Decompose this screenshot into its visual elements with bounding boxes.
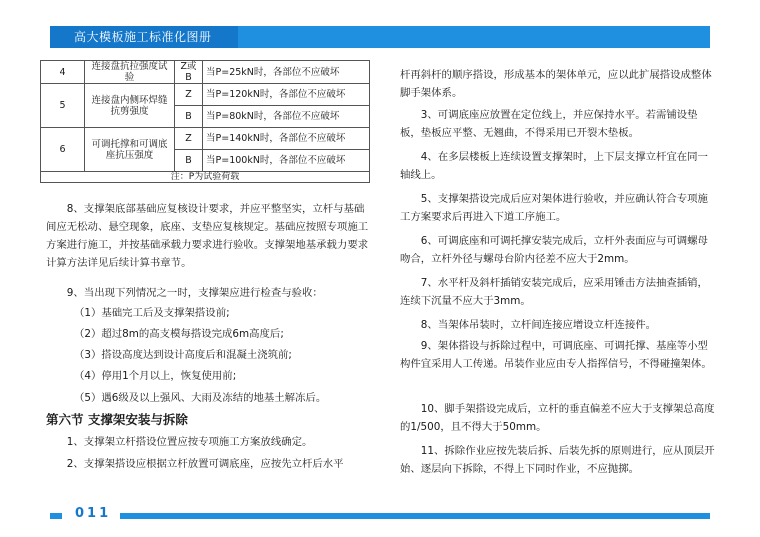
inspection-item: （4）停用1个月以上，恢复使用前; (74, 370, 237, 382)
load-direction: Z或B (175, 61, 203, 84)
right-paragraph-6: 6、可调底座和可调托撑安装完成后，立杆外表面应与可调螺母吻合，立杆外径与螺母台阶内径差不应大于2mm。 (400, 235, 708, 265)
table-row (41, 84, 370, 106)
test-requirement: 当P=140kN时，各部位不应破坏 (203, 128, 370, 150)
test-name: 连接盘内侧环焊缝抗剪强度 (85, 84, 175, 128)
row-index: 6 (41, 128, 85, 172)
right-paragraph-8: 8、当架体吊装时，立杆间连接应增设立杆连接件。 (420, 319, 656, 331)
table-row (41, 128, 370, 150)
left-paragraph-s2: 2、支撑架搭设应根据立杆放置可调底座，应按先立杆后水平 (66, 458, 344, 470)
left-paragraph-s1: 1、支撑架立杆搭设位置应按专项施工方案放线确定。 (66, 436, 313, 448)
test-requirement: 当P=80kN时，各部位不应破坏 (203, 106, 370, 128)
table-row (41, 61, 370, 84)
test-name: 连接盘抗拉强度试验 (85, 61, 175, 84)
load-direction: Z (175, 128, 203, 150)
row-index: 5 (41, 84, 85, 128)
load-direction: Z (175, 84, 203, 106)
table-note-row (41, 172, 370, 183)
test-spec-table (40, 60, 370, 183)
right-paragraph-11: 11、拆除作业应按先装后拆、后装先拆的原则进行，应从顶层开始、逐层向下拆除，不得上下同时作业，不应抛掷。 (400, 445, 715, 475)
inspection-item: （1）基础完工后及支撑架搭设前; (74, 307, 230, 319)
test-requirement: 当P=100kN时，各部位不应破坏 (203, 150, 370, 172)
right-paragraph-9: 9、架体搭设与拆除过程中，可调底座、可调托撑、基座等小型构件宜采用人工传递。吊装作业应由专人指挥信号，不得碰撞架体。 (400, 340, 712, 370)
page-number: 011 (75, 506, 112, 521)
table-note: 注：P为试验荷载 (41, 172, 370, 183)
test-requirement: 当P=120kN时，各部位不应破坏 (203, 84, 370, 106)
section-title: 第六节 支撑架安装与拆除 (46, 412, 188, 427)
load-direction: B (175, 150, 203, 172)
right-paragraph-7: 7、水平杆及斜杆插销安装完成后，应采用锤击方法抽查插销，连续下沉量不应大于3mm。 (400, 277, 708, 307)
row-index: 4 (41, 61, 85, 84)
inspection-item: （5）遇6级及以上强风、大雨及冻结的地基土解冻后。 (74, 392, 327, 404)
right-paragraph-5: 5、支撑架搭设完成后应对架体进行验收，并应确认符合专项施工方案要求后再进入下道工序施工。 (400, 193, 708, 223)
inspection-item: （3）搭设高度达到设计高度后和混凝土浇筑前; (74, 349, 292, 361)
test-requirement: 当P=25kN时，各部位不应破坏 (203, 61, 370, 84)
load-direction: B (175, 106, 203, 128)
right-paragraph-3: 3、可调底座应放置在定位线上，并应保持水平。若需铺设垫板，垫板应平整、无翘曲，不得采用已开裂木垫板。 (400, 109, 698, 139)
left-paragraph-9: 9、当出现下列情况之一时，支撑架应进行检查与验收： (66, 287, 323, 299)
right-paragraph-10: 10、脚手架搭设完成后，立杆的垂直偏差不应大于支撑架总高度的1/500，且不得大于50mm。 (400, 403, 715, 433)
left-paragraph-8: 8、支撑架底部基础应复核设计要求，并应平整坚实，立杆与基础间应无松动、悬空现象，底座、支垫应复核规定。基础应按照专项施工方案进行施工，并按基础承载力要求进行验收。支撑架地基承载力要求计算方法详见后续计算书章节。 (46, 203, 369, 269)
right-paragraph-4: 4、在多层楼板上连续设置支撑架时，上下层支撑立杆宜在同一轴线上。 (400, 151, 708, 181)
footer-bar (120, 513, 710, 519)
right-paragraph-continued: 杆再斜杆的顺序搭设，形成基本的架体单元，应以此扩展搭设成整体脚手架体系。 (400, 69, 712, 99)
test-name: 可调托撑和可调底座抗压强度 (85, 128, 175, 172)
inspection-item: （2）超过8m的高支模每搭设完成6m高度后; (74, 328, 284, 340)
footer-marker (50, 513, 62, 519)
document-title: 高大模板施工标准化图册 (50, 26, 238, 48)
